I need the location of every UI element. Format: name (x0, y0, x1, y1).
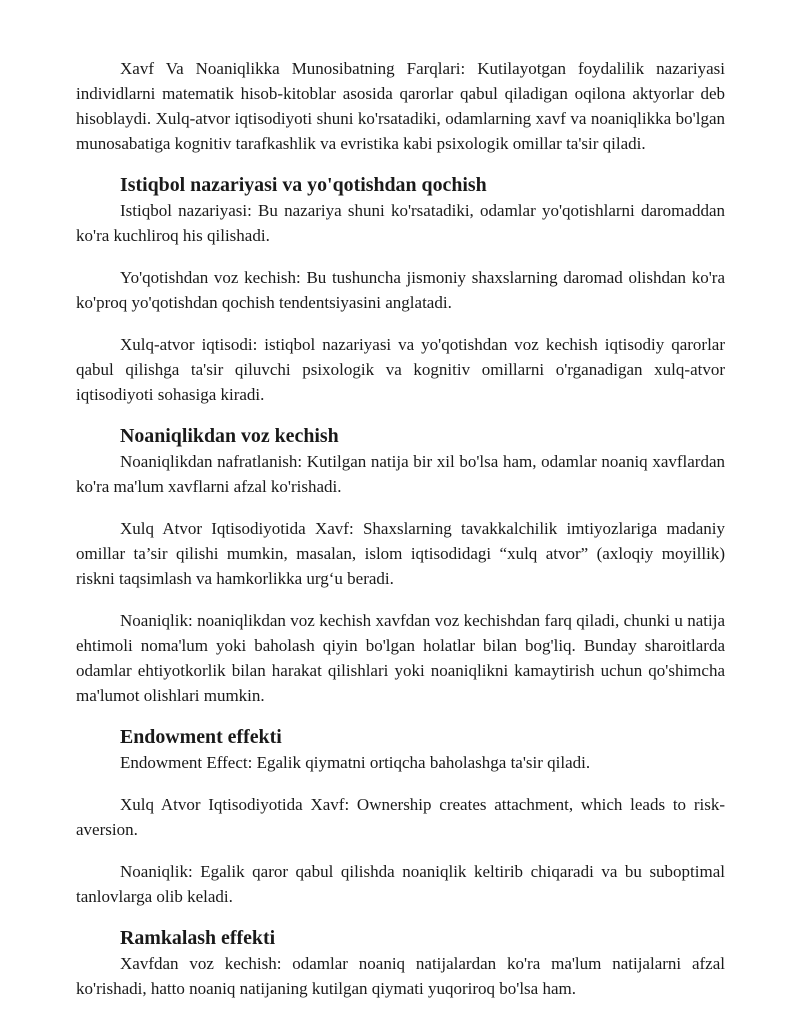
paragraph-prospect-theory: Istiqbol nazariyasi: Bu nazariya shuni ko'rsatadiki, odamlar yo'qotishlarni daromaddan ko'ra kuchliroq his qilishadi. (76, 201, 725, 245)
paragraph-loss-aversion: Yo'qotishdan voz kechish: Bu tushuncha jismoniy shaxslarning daromad olishdan ko'ra ko'proq yo'qotishdan qochish tendentsiyasini anglatadi. (76, 268, 725, 312)
document-page (76, 56, 725, 1001)
paragraph-endowment-effect: Endowment Effect: Egalik qiymatni ortiqcha baholashga ta'sir qiladi. (120, 753, 591, 772)
paragraph-risk-uncertainty-differences: Xavf Va Noaniqlikka Munosibatning Farqlari: Kutilayotgan foydalilik nazariyasi individlarni matematik hisob-kitoblar asosida qarorlar qabul qiladigan oqilona aktyorlar deb hisoblaydi. Xulq-atvor iqtisodiyoti shuni ko'rsatadiki, odamlarning xavf va noaniqlikka bo'lgan munosabatiga kognitiv tarafkashlik va evristika kabi psixologik omillar ta'sir qiladi. (76, 59, 725, 153)
heading-prospect-theory: Istiqbol nazariyasi va yo'qotishdan qochish (120, 174, 487, 196)
paragraph-cultural-risk: Xulq Atvor Iqtisodiyotida Xavf: Shaxslarning tavakkalchilik imtiyozlariga madaniy omillar ta’sir qilishi mumkin, masalan, islom iqtisodidagi “xulq atvor” (axloqiy moyillik) riskni taqsimlash va hamkorlikka urg‘u beradi. (76, 519, 725, 588)
heading-endowment-effect: Endowment effekti (120, 726, 282, 748)
paragraph-ambiguity-aversion: Noaniqlikdan nafratlanish: Kutilgan natija bir xil bo'lsa ham, odamlar noaniq xavflardan ko'ra ma'lum xavflarni afzal ko'rishadi. (76, 452, 725, 496)
paragraph-uncertainty: Noaniqlik: noaniqlikdan voz kechish xavfdan voz kechishdan farq qiladi, chunki u natija ehtimoli noma'lum yoki baholash qiyin bo'lgan holatlar bilan bog'liq. Bunday sharoitlarda odamlar ehtiyotkorlik bilan harakat qilishlari yoki noaniqlikni kamaytirish uchun qo'shimcha ma'lumot olishlari mumkin. (76, 611, 725, 705)
heading-framing-effect: Ramkalash effekti (120, 927, 276, 949)
paragraph-behavioral-economics: Xulq-atvor iqtisodi: istiqbol nazariyasi va yo'qotishdan voz kechish iqtisodiy qarorlar qabul qilishga ta'sir qiluvchi psixologik va kognitiv omillarni o'rganadigan xulq-atvor iqtisodiyoti sohasiga kiradi. (76, 335, 725, 404)
paragraph-ownership-uncertainty: Noaniqlik: Egalik qaror qabul qilishda noaniqlik keltirib chiqaradi va bu suboptimal tanlovlarga olib keladi. (76, 862, 725, 906)
paragraph-framing-risk-aversion: Xavfdan voz kechish: odamlar noaniq natijalardan ko'ra ma'lum natijalarni afzal ko'rishadi, hatto noaniq natijaning kutilgan qiymati yuqoriroq bo'lsa ham. (76, 954, 725, 998)
heading-ambiguity-aversion: Noaniqlikdan voz kechish (120, 425, 339, 447)
paragraph-ownership-risk: Xulq Atvor Iqtisodiyotida Xavf: Ownership creates attachment, which leads to risk-aversion. (76, 795, 725, 839)
